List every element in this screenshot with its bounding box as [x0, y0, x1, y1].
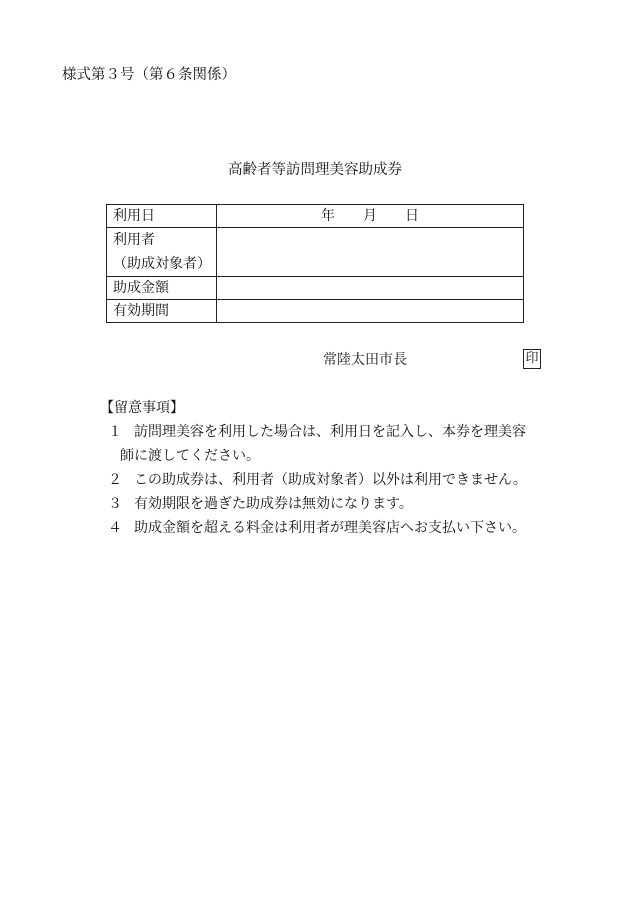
list-item — [108, 516, 535, 540]
note-number: ２ — [108, 472, 122, 488]
issuer-name: 常陸太田市長 — [323, 352, 407, 368]
notes-list — [108, 420, 535, 540]
subsidy-amount-label: 助成金額 — [107, 277, 217, 300]
validity-period-label: 有効期間 — [107, 300, 217, 323]
note-text: 有効期限を過ぎた助成券は無効になります。 — [134, 496, 413, 512]
user-label-subline: （助成対象者） — [113, 256, 211, 272]
usage-date-label: 利用日 — [107, 205, 217, 228]
user-label-line: 利用者 — [113, 232, 155, 248]
list-item — [108, 468, 535, 492]
note-number: １ — [108, 424, 122, 440]
voucher-table — [106, 204, 524, 323]
list-item — [108, 420, 535, 468]
validity-period-field — [217, 300, 524, 323]
form-number: 様式第３号（第６条関係） — [62, 67, 236, 83]
table-row-subsidy-amount — [107, 277, 524, 300]
note-text: 訪問理美容を利用した場合は、利用日を記入し、本券を理美容師に渡してください。 — [120, 424, 526, 464]
usage-date-field: 年 月 日 — [217, 205, 524, 228]
user-label — [107, 228, 217, 277]
table-row-validity-period — [107, 300, 524, 323]
note-number: ４ — [108, 520, 122, 536]
list-item — [108, 492, 535, 516]
table-row-user — [107, 228, 524, 277]
user-field — [217, 228, 524, 277]
subsidy-amount-field — [217, 277, 524, 300]
notes-heading: 【留意事項】 — [100, 400, 184, 416]
table-row-usage-date — [107, 205, 524, 228]
note-text: 助成金額を超える料金は利用者が理美容店へお支払い下さい。 — [134, 520, 526, 536]
document-title: 高齢者等訪問理美容助成券 — [228, 162, 402, 178]
seal-mark: 印 — [523, 349, 541, 369]
note-number: ３ — [108, 496, 122, 512]
note-text: この助成券は、利用者（助成対象者）以外は利用できません。 — [134, 472, 527, 488]
